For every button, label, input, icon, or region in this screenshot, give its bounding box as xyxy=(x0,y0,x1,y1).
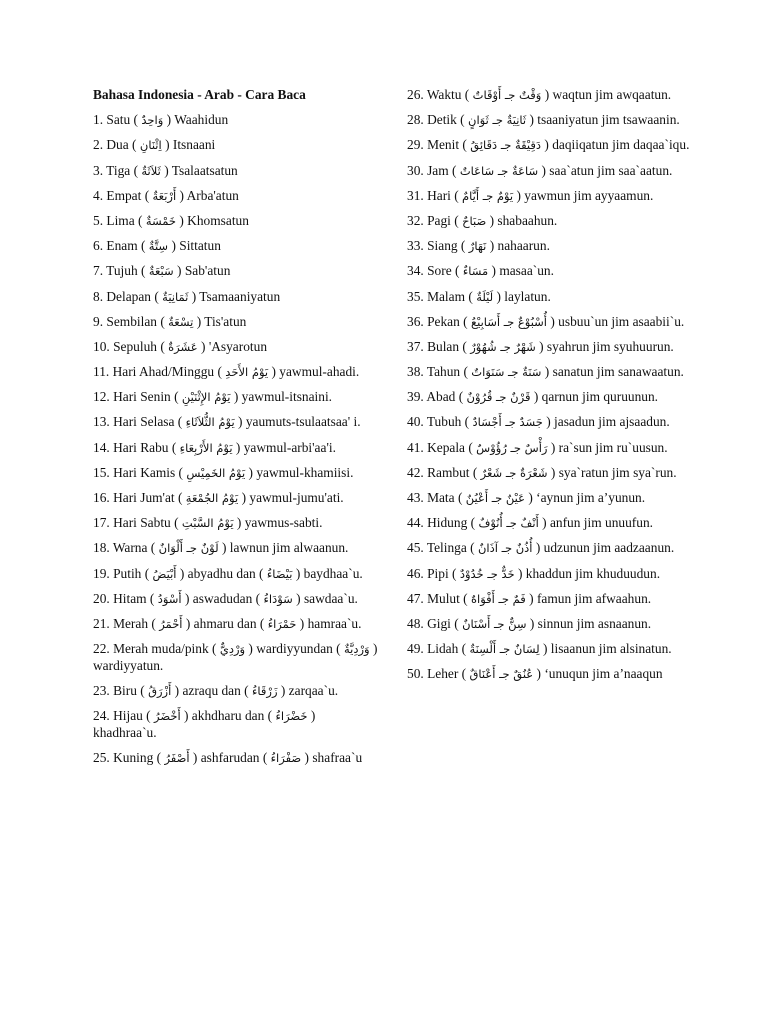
entry-reading: ) yawmul-ahadi. xyxy=(271,364,360,380)
entry-term: 32. Pagi ( xyxy=(407,212,459,228)
arabic-word: أَخْضَرُ xyxy=(154,709,181,724)
vocab-entry xyxy=(407,213,707,230)
entry-reading: ) ashfarudan ( xyxy=(192,749,268,765)
arabic-word: وَاحِدٌ xyxy=(141,113,164,128)
entry-term: 11. Hari Ahad/Minggu ( xyxy=(93,364,222,380)
entry-term: 49. Lidah ( xyxy=(407,641,467,657)
entry-reading: ) sanatun jim sanawaatun. xyxy=(544,364,684,380)
entry-term: 50. Leher ( xyxy=(407,666,467,682)
entry-term: 19. Putih ( xyxy=(93,565,150,581)
arabic-word: أُذُنٌ جـ آذَانٌ xyxy=(477,541,533,556)
arabic-word: سَوْدَاءُ xyxy=(263,591,293,606)
vocab-entry xyxy=(93,339,381,356)
entry-term: 8. Delapan ( xyxy=(93,288,159,304)
arabic-word: يَوْمُ السَّبْتِ xyxy=(181,516,234,531)
arabic-word: أَزْرَقُ xyxy=(148,683,172,698)
entry-term: 7. Tujuh ( xyxy=(93,263,146,279)
entry-term: 14. Hari Rabu ( xyxy=(93,439,177,455)
entry-reading: ) Arba'atun xyxy=(179,187,239,203)
entry-reading: ) Sittatun xyxy=(171,238,221,254)
entry-reading: ) hamraa`u. xyxy=(299,615,362,631)
vocab-entry xyxy=(93,389,381,406)
vocab-entry xyxy=(93,364,381,381)
right-entry-list xyxy=(407,87,707,683)
arabic-word: صَفْرَاءُ xyxy=(270,750,302,765)
entry-reading: ) Khomsatun xyxy=(179,212,249,228)
entry-reading: ) waqtun jim awqaatun. xyxy=(544,87,672,102)
entry-reading: ) yaumuts-tsulaatsaa' i. xyxy=(238,414,361,430)
vocab-entry xyxy=(407,540,707,557)
entry-term: 21. Merah ( xyxy=(93,615,156,631)
entry-reading: ) famun jim afwaahun. xyxy=(529,590,652,606)
entry-reading: ) yawmus-sabti. xyxy=(236,515,323,531)
arabic-word: وَرْدِيٌّ xyxy=(219,642,246,657)
vocab-entry xyxy=(93,314,381,331)
vocab-entry xyxy=(93,465,381,482)
entry-term: 34. Sore ( xyxy=(407,263,460,279)
entry-reading: ) ra`sun jim ru`uusun. xyxy=(550,439,668,455)
vocab-entry xyxy=(407,339,707,356)
vocab-entry xyxy=(407,641,707,658)
arabic-word: سَبْعَةٌ xyxy=(148,264,174,279)
entry-reading: ) 'Asyarotun xyxy=(201,338,268,354)
vocab-entry xyxy=(407,440,707,457)
arabic-word: سَنَةٌ جـ سَنَوَاتٌ xyxy=(471,365,542,380)
entry-term: 23. Biru ( xyxy=(93,682,145,698)
arabic-word: شَهْرٌ جـ شُهُوْرٌ xyxy=(470,339,536,354)
vocab-entry xyxy=(93,566,381,583)
entry-reading: ) abyadhu dan ( xyxy=(179,565,264,581)
arabic-word: خَضْرَاءُ xyxy=(275,709,308,724)
entry-reading: ) yawmul-arbi'aa'i. xyxy=(235,439,336,455)
entry-reading: ) yawmul-jumu'ati. xyxy=(241,490,344,505)
entry-reading: ) jasadun jim ajsaadun. xyxy=(546,414,670,430)
entry-reading: ) shafraa`u xyxy=(304,749,363,765)
left-column xyxy=(93,87,381,775)
entry-reading: ) wardiyyundan ( xyxy=(248,641,341,657)
vocab-entry xyxy=(93,137,381,154)
entry-reading: ) sya`ratun jim sya`run. xyxy=(550,464,677,480)
arabic-word: مَسَاءٌ xyxy=(462,264,489,279)
entry-reading: ) Tsamaaniyatun xyxy=(191,288,281,304)
vocab-entry xyxy=(93,163,381,180)
entry-term: 45. Telinga ( xyxy=(407,540,475,556)
vocab-entry xyxy=(407,87,707,104)
vocab-entry xyxy=(407,389,707,406)
entry-reading: ) aswadudan ( xyxy=(185,590,261,606)
arabic-word: فَمٌ جـ أَفْوَاهٌ xyxy=(471,591,526,606)
arabic-word: أَبْيَضُ xyxy=(152,566,177,581)
vocab-entry xyxy=(93,683,381,700)
arabic-word: يَوْمُ الإِثْنَيْنِ xyxy=(181,390,231,405)
entry-term: 12. Hari Senin ( xyxy=(93,389,179,405)
arabic-word: صَبَاحٌ xyxy=(462,213,487,228)
vocab-entry xyxy=(93,515,381,532)
entry-reading: ) tsaaniyatun jim tsawaanin. xyxy=(529,112,680,128)
entry-term: 25. Kuning ( xyxy=(93,749,162,765)
arabic-word: يَوْمُ الثُّلاَثَاءِ xyxy=(185,415,235,430)
entry-term: 1. Satu ( xyxy=(93,112,139,128)
entry-reading: ) ‘unuqun jim a’naaqun xyxy=(536,666,663,682)
arabic-word: نَهَارٌ xyxy=(468,239,487,254)
entry-reading: ) usbuu`un jim asaabii`u. xyxy=(550,313,685,329)
arabic-word: أَسْوَدُ xyxy=(157,591,182,606)
entry-reading: ) masaa`un. xyxy=(491,263,554,279)
vocab-entry xyxy=(407,465,707,482)
entry-reading: ) sawdaa`u. xyxy=(296,590,358,606)
vocab-entry xyxy=(93,708,381,741)
entry-term: 43. Mata ( xyxy=(407,490,463,505)
arabic-word: أَنْفٌ جـ أُنُوْفٌ xyxy=(478,516,539,531)
entry-term: 10. Sepuluh ( xyxy=(93,338,165,354)
entry-reading: ) ‘aynun jim a’yunun. xyxy=(528,490,646,505)
arabic-word: خَدٌّ جـ خُدُوْدٌ xyxy=(459,566,515,581)
right-column xyxy=(407,87,707,692)
entry-term: 26. Waktu ( xyxy=(407,87,470,102)
entry-reading: ) baydhaa`u. xyxy=(295,565,363,581)
entry-reading: ) Waahidun xyxy=(166,112,229,128)
entry-reading: ) lawnun jim alwaanun. xyxy=(221,540,349,556)
vocab-entry xyxy=(407,566,707,583)
entry-reading: ) laylatun. xyxy=(496,288,551,304)
vocab-entry xyxy=(93,263,381,280)
vocab-entry xyxy=(93,591,381,608)
entry-term: 3. Tiga ( xyxy=(93,162,139,178)
entry-reading: ) yawmul-itsnaini. xyxy=(233,389,333,405)
entry-reading: ) anfun jim unuufun. xyxy=(542,515,653,531)
vocab-entry xyxy=(407,112,707,129)
entry-term: 38. Tahun ( xyxy=(407,364,468,380)
entry-reading: ) udzunun jim aadzaanun. xyxy=(535,540,675,556)
entry-reading: ) sinnun jim asnaanun. xyxy=(529,615,652,631)
vocab-entry xyxy=(407,263,707,280)
entry-term: 48. Gigi ( xyxy=(407,615,459,631)
vocab-entry xyxy=(407,591,707,608)
entry-term: 30. Jam ( xyxy=(407,162,457,178)
arabic-word: وَرْدِيَّةٌ xyxy=(344,642,370,657)
entry-term: 40. Tubuh ( xyxy=(407,414,470,430)
vocab-entry xyxy=(93,750,381,767)
arabic-word: لَوْنٌ جـ أَلْوَانٌ xyxy=(158,541,219,556)
vocab-entry xyxy=(93,213,381,230)
vocab-entry xyxy=(93,414,381,431)
vocab-entry xyxy=(407,289,707,306)
arabic-word: يَوْمُ الخَمِيْسِ xyxy=(186,465,246,480)
entry-term: 16. Hari Jum'at ( xyxy=(93,490,183,505)
entry-term: 29. Menit ( xyxy=(407,137,467,153)
entry-reading: ) Itsnaani xyxy=(165,137,216,153)
entry-term: 15. Hari Kamis ( xyxy=(93,464,183,480)
vocab-entry xyxy=(93,641,381,674)
entry-reading: ) zarqaa`u. xyxy=(280,682,339,698)
entry-term: 42. Rambut ( xyxy=(407,464,478,480)
vocab-entry xyxy=(93,188,381,205)
vocab-entry xyxy=(93,112,381,129)
entry-term: 5. Lima ( xyxy=(93,212,143,228)
arabic-word: يَوْمُ الأَرْبِعَاءِ xyxy=(179,440,233,455)
entry-term: 31. Hari ( xyxy=(407,187,459,203)
vocab-entry xyxy=(407,137,707,154)
entry-term: 37. Bulan ( xyxy=(407,338,467,354)
vocab-entry xyxy=(407,616,707,633)
document-title: Bahasa Indonesia - Arab - Cara Baca xyxy=(93,87,306,102)
entry-term: 22. Merah muda/pink ( xyxy=(93,641,217,657)
entry-term: 17. Hari Sabtu ( xyxy=(93,515,179,531)
entry-reading: ) Sab'atun xyxy=(177,263,231,279)
vocab-entry xyxy=(407,490,707,507)
entry-term: 35. Malam ( xyxy=(407,288,473,304)
entry-term: 13. Hari Selasa ( xyxy=(93,414,183,430)
arabic-word: عُنُقٌ جـ أَعْنَاقٌ xyxy=(469,667,534,682)
vocab-entry xyxy=(93,289,381,306)
entry-term: 20. Hitam ( xyxy=(93,590,155,606)
arabic-word: زَرْقَاءُ xyxy=(252,683,278,698)
entry-reading: ) azraqu dan ( xyxy=(174,682,249,698)
arabic-word: رَأْسٌ جـ رُؤُوْسٌ xyxy=(476,440,548,455)
vocab-entry xyxy=(407,515,707,532)
arabic-word: عَيْنٌ جـ أَعْيُنٌ xyxy=(465,491,525,505)
arabic-word: عَشَرَةٌ xyxy=(168,339,198,354)
arabic-word: خَمْسَةٌ xyxy=(145,213,177,228)
vocab-entry xyxy=(407,188,707,205)
arabic-word: يَوْمٌ جـ أَيَّامٌ xyxy=(462,188,514,203)
arabic-word: ثَلاَثَةٌ xyxy=(141,163,161,178)
arabic-word: حَمْرَاءُ xyxy=(267,616,297,631)
arabic-word: أُسْبُوْعٌ جـ أَسَابِيْعُ xyxy=(470,314,548,329)
arabic-word: يَوْمُ الأَحَدِ xyxy=(225,365,269,380)
arabic-word: أَحْمَرُ xyxy=(159,616,183,631)
vocab-entry xyxy=(93,490,381,507)
vocab-entry xyxy=(407,364,707,381)
entry-reading: ) saa`atun jim saa`aatun. xyxy=(541,162,673,178)
entry-reading: ) khaddun jim khuduudun. xyxy=(517,565,661,581)
entry-term: 2. Dua ( xyxy=(93,137,137,153)
arabic-word: جَسَدٌ جـ أَجْسَادٌ xyxy=(472,415,543,430)
vocab-entry xyxy=(407,414,707,431)
entry-reading: ) qarnun jim quruunun. xyxy=(533,389,659,405)
entry-reading: ) Tsalaatsatun xyxy=(164,162,238,178)
arabic-word: يَوْمُ الجُمْعَةِ xyxy=(185,491,239,505)
entry-reading: ) daqiiqatun jim daqaa`iqu. xyxy=(544,137,690,153)
arabic-word: شَعْرَةٌ جـ شَعْرٌ xyxy=(480,465,548,480)
vocab-entry xyxy=(93,616,381,633)
arabic-word: سِتَّةٌ xyxy=(148,239,169,254)
arabic-word: وَقْتٌ جـ أَوْقَاتٌ xyxy=(472,88,542,102)
entry-reading: ) wardiyyatun. xyxy=(93,641,378,673)
entry-term: 18. Warna ( xyxy=(93,540,156,556)
entry-term: 9. Sembilan ( xyxy=(93,313,165,329)
left-entry-list xyxy=(93,112,381,766)
entry-reading: ) shabaahun. xyxy=(489,212,558,228)
vocab-entry xyxy=(93,238,381,255)
vocab-entry xyxy=(93,440,381,457)
vocab-entry xyxy=(407,314,707,331)
arabic-word: ثَمَانِيَةٌ xyxy=(162,289,189,304)
entry-term: 24. Hijau ( xyxy=(93,708,151,724)
entry-term: 46. Pipi ( xyxy=(407,565,457,581)
arabic-word: قَرْنٌ جـ قُرُوْنٌ xyxy=(466,390,531,405)
entry-reading: ) syahrun jim syuhuurun. xyxy=(539,338,674,354)
entry-reading: ) khadhraa`u. xyxy=(93,708,316,740)
entry-term: 33. Siang ( xyxy=(407,238,466,254)
entry-reading: ) akhdharu dan ( xyxy=(184,708,273,724)
entry-term: 6. Enam ( xyxy=(93,238,146,254)
vocab-entry xyxy=(407,163,707,180)
arabic-word: بَيْضَاءُ xyxy=(266,566,293,581)
entry-term: 39. Abad ( xyxy=(407,389,464,405)
entry-term: 4. Empat ( xyxy=(93,187,150,203)
arabic-word: سَاعَةٌ جـ سَاعَاتٌ xyxy=(459,163,539,178)
arabic-word: لَيْلَةٌ xyxy=(476,289,494,304)
entry-reading: ) nahaarun. xyxy=(489,238,550,254)
entry-reading: ) lisaanun jim alsinatun. xyxy=(542,641,672,657)
entry-term: 41. Kepala ( xyxy=(407,439,473,455)
arabic-word: أَرْبَعَةٌ xyxy=(152,188,177,203)
arabic-word: تِسْعَةٌ xyxy=(168,314,194,329)
arabic-word: سِنٌّ جـ أَسْنَانٌ xyxy=(462,616,527,631)
entry-reading: ) yawmun jim ayyaamun. xyxy=(516,187,654,203)
vocab-entry xyxy=(407,666,707,683)
arabic-word: ثَانِيَةٌ جـ ثَوَانٍ xyxy=(468,113,527,128)
arabic-word: دَقِيْقَةٌ جـ دَقَائِقُ xyxy=(470,138,542,153)
vocab-entry xyxy=(93,540,381,557)
entry-reading: ) yawmul-khamiisi. xyxy=(248,464,354,480)
arabic-word: اِثْنَانِ xyxy=(139,138,162,153)
entry-reading: ) Tis'atun xyxy=(196,313,247,329)
entry-reading: ) ahmaru dan ( xyxy=(185,615,265,631)
entry-term: 28. Detik ( xyxy=(407,112,465,128)
arabic-word: أَصْفَرُ xyxy=(164,750,190,765)
entry-term: 44. Hidung ( xyxy=(407,515,476,531)
vocab-entry xyxy=(407,238,707,255)
entry-term: 47. Mulut ( xyxy=(407,590,468,606)
entry-term: 36. Pekan ( xyxy=(407,313,468,329)
arabic-word: لِسَانٌ جـ أَلْسِنَةٌ xyxy=(469,642,540,657)
